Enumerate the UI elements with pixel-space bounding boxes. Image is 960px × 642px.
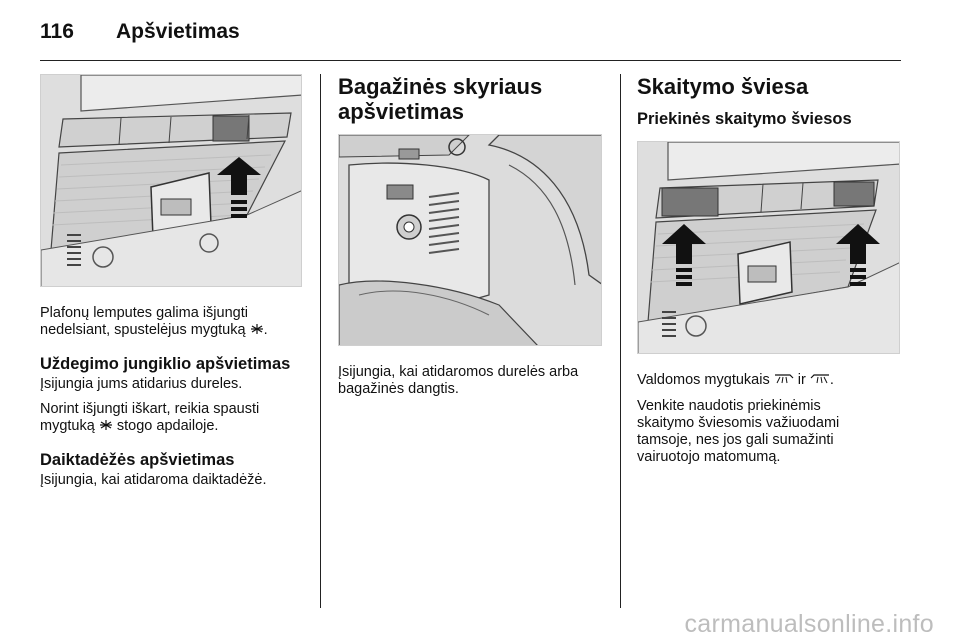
text-warning-line2: skaitymo šviesomis važiuodami xyxy=(637,415,840,431)
text-controls-pre: Valdomos mygtukais xyxy=(637,372,770,388)
subheading-front-reading-lights: Priekinės skaitymo šviesos xyxy=(637,110,852,128)
text-controls-end: . xyxy=(829,372,834,388)
text-off-line2-post: stogo apdailoje. xyxy=(116,418,219,434)
column-reading-light xyxy=(637,74,901,474)
text-warning-line1: Venkite naudotis priekinėmis xyxy=(637,398,821,414)
chapter-title: Apšvietimas xyxy=(116,20,240,43)
text-trunk-line1: Įsijungia, kai atidaromos durelės arba xyxy=(338,364,579,380)
page-header xyxy=(40,20,900,50)
column-divider-1 xyxy=(320,74,321,608)
text-ignition: Įsijungia jums atidarius dureles. xyxy=(40,376,243,392)
text-para1-end: . xyxy=(263,322,268,338)
text-warning-line4: vairuotojo matomumą. xyxy=(637,449,781,465)
heading-reading-light: Skaitymo šviesa xyxy=(637,74,809,99)
page-number: 116 xyxy=(40,20,74,43)
text-glovebox: Įsijungia, kai atidaroma daiktadėžė. xyxy=(40,472,267,488)
text-para1-line1: Plafonų lemputes galima išjungti xyxy=(40,305,248,321)
figure-roof-console-off-button xyxy=(40,74,302,287)
watermark-url: carmanualsonline.info xyxy=(684,610,934,638)
text-warning-line3: tamsoje, nes jos gali sumažinti xyxy=(637,432,834,448)
reading-light-left-icon xyxy=(774,373,794,390)
heading-glovebox-lighting: Daiktadėžės apšvietimas xyxy=(40,451,235,469)
header-rule xyxy=(40,60,901,61)
column-divider-2 xyxy=(620,74,621,608)
column-interior-lights xyxy=(40,74,302,497)
heading-ignition-lighting: Uždegimo jungiklio apšvietimas xyxy=(40,355,291,373)
figure-front-reading-light-buttons xyxy=(637,141,900,354)
heading-trunk-line2: apšvietimas xyxy=(338,99,464,124)
text-para1-line2: nedelsiant, spustelėjus mygtuką xyxy=(40,322,246,338)
interior-light-off-icon xyxy=(99,419,113,436)
figure-trunk-lamp xyxy=(338,134,602,346)
column-trunk-lighting xyxy=(338,74,602,406)
text-controls-mid: ir xyxy=(797,372,806,388)
reading-light-right-icon xyxy=(810,373,830,390)
text-off-line1: Norint išjungti iškart, reikia spausti xyxy=(40,401,260,417)
text-trunk-line2: bagažinės dangtis. xyxy=(338,381,459,397)
interior-light-off-icon xyxy=(250,323,264,340)
heading-trunk-line1: Bagažinės skyriaus xyxy=(338,74,543,99)
text-off-line2-pre: mygtuką xyxy=(40,418,95,434)
